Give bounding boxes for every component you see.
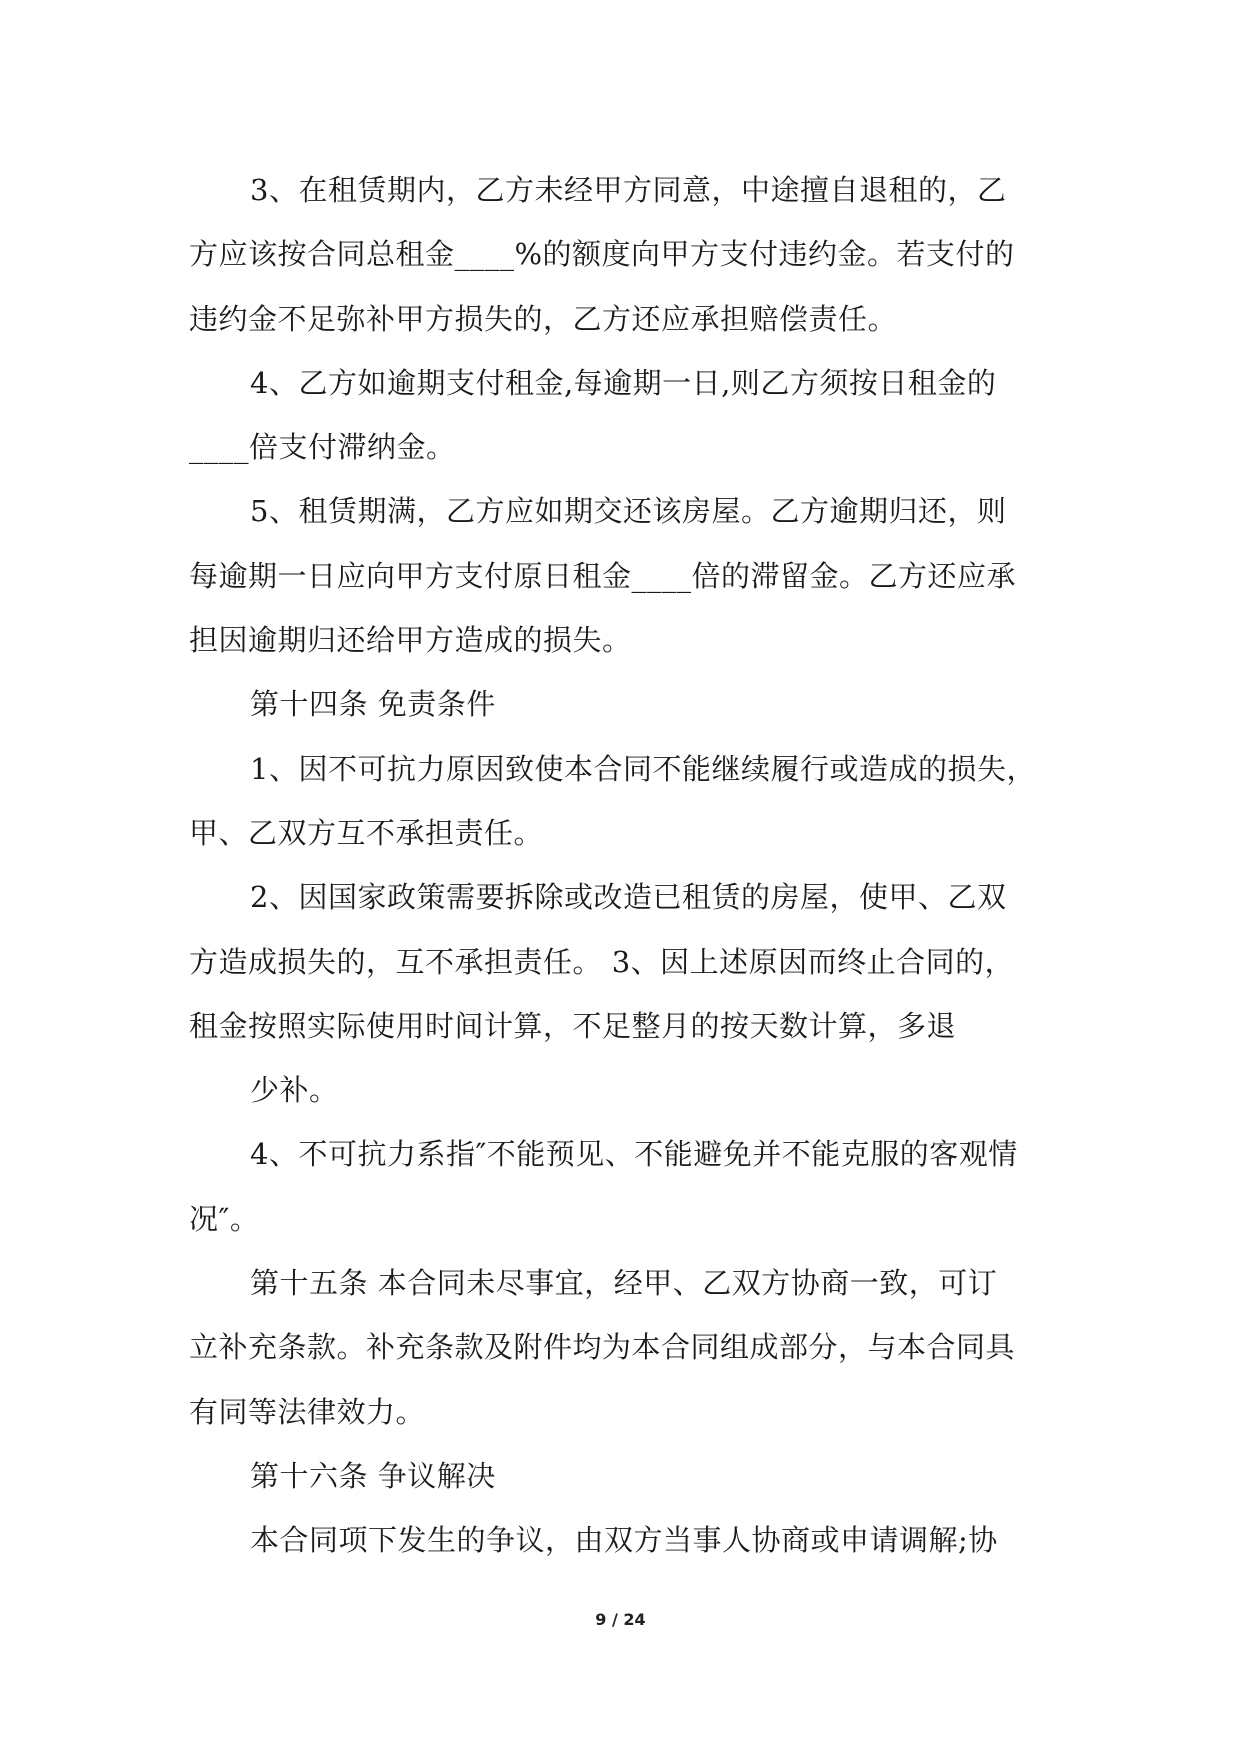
- text-line: 立补充条款。补充条款及附件均为本合同组成部分，与本合同具: [189, 1330, 1016, 1365]
- text-line: 5、租赁期满，乙方应如期交还该房屋。乙方逾期归还，则: [250, 494, 1007, 529]
- text-line: ____倍支付滞纳金。: [189, 430, 456, 465]
- text-line: 甲、乙双方互不承担责任。: [189, 815, 544, 850]
- document-body: [189, 158, 1069, 1573]
- text-line: 租金按照实际使用时间计算，不足整月的按天数计算，多退: [189, 1008, 957, 1043]
- section-heading: 第十六条 争议解决: [250, 1458, 496, 1493]
- text-line: 3、在租赁期内，乙方未经甲方同意，中途擅自退租的，乙: [250, 173, 1007, 207]
- text-line: 本合同项下发生的争议，由双方当事人协商或申请调解;协: [250, 1523, 998, 1558]
- text-line: 况″。: [189, 1201, 260, 1236]
- text-line: 2、因国家政策需要拆除或改造已租赁的房屋，使甲、乙双: [250, 880, 1007, 915]
- text-line: 方应该按合同总租金____%的额度向甲方支付违约金。若支付的: [189, 237, 1015, 272]
- text-line: 4、乙方如逾期支付租金,每逾期一日,则乙方须按日租金的: [250, 365, 997, 400]
- section-heading: 第十四条 免责条件: [250, 687, 496, 722]
- text-line: 1、因不可抗力原因致使本合同不能继续履行或造成的损失，: [250, 751, 1036, 786]
- text-line: 每逾期一日应向甲方支付原日租金____倍的滞留金。乙方还应承: [189, 558, 1017, 593]
- text-line: 有同等法律效力。: [189, 1394, 426, 1429]
- page-number: 9 / 24: [595, 1610, 646, 1629]
- section-heading: 第十五条 本合同未尽事宜，经甲、乙双方协商一致，可订: [250, 1266, 998, 1301]
- text-line: 违约金不足弥补甲方损失的，乙方还应承担赔偿责任。: [189, 301, 898, 336]
- text-line: 担因逾期归还给甲方造成的损失。: [189, 623, 632, 658]
- text-line: 少补。: [250, 1073, 339, 1108]
- text-line: 4、不可抗力系指″不能预见、不能避免并不能克服的客观情: [250, 1137, 1018, 1172]
- text-line: 方造成损失的，互不承担责任。 3、因上述原因而终止合同的，: [189, 944, 1015, 979]
